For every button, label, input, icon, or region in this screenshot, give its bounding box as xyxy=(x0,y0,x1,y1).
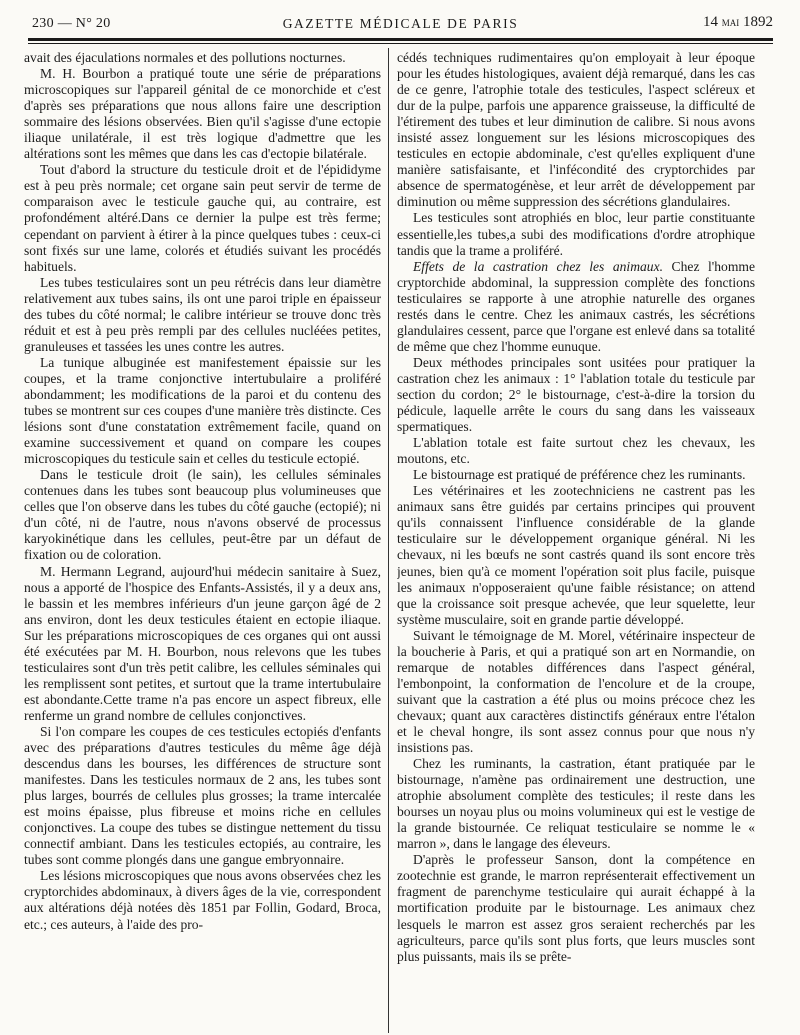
page-number: 230 — N° 20 xyxy=(32,16,111,31)
paragraph: M. Hermann Legrand, aujourd'hui médecin sanitaire à Suez, nous a apporté de l'hospice des Enfants-Assistés, il y a deux ans, le bassin et les membres inférieurs d'un jeune garçon âgé de 2 ans environ, dont les deux testicules étaient en ectopie iliaque. Sur les préparations microscopiques de ces organes qui ont aussi été exécutées par M. H. Bourbon, nous relevons que les tubes testiculaires sont d'un très petit calibre, les cellules séminales qui les remplissent sont petites, et surtout que la trame intertubulaire est abondante.Cette trame n'a pas encore un aspect fibreux, elle renferme un grand nombre de cellules conjonctives. xyxy=(24,563,381,723)
issue-date xyxy=(703,14,773,31)
paragraph: cédés techniques rudimentaires qu'on employait à leur époque pour les études histologiques, avaient déjà remarqué, dans les cas de ce genre, l'atrophie totale des testicules, l'aspect scléreux et dur de la pulpe, parfois une apparence graisseuse, la difficulté de l'étirement des tubes et leur diminution de calibre. Si nous avons insisté assez longuement sur les lésions microscopiques des testicules en ectopie abdominale, c'est qu'elles expliquent d'une manière satisfaisante, et l'infécondité des cryptorchides par absence de spermatogénèse, et leur arrêt de développement par diminution ou même suppression des sécrétions glandulaires. xyxy=(397,50,755,210)
page-header xyxy=(28,14,773,36)
paragraph: Chez les ruminants, la castration, étant pratiquée par le bistournage, n'amène pas ordinairement une destruction, une atrophie absolument complète des testicules; il reste dans les bourses un noyau plus ou moins volumineux qui est le vestige de la grande bistournée. Ce reliquat testiculaire se nomme le « marron », dans le langage des éleveurs. xyxy=(397,756,755,852)
header-rule-thin xyxy=(28,43,773,44)
paragraph: Les vétérinaires et les zootechniciens ne castrent pas les animaux sans être guidés par certains principes qui prouvent qu'ils connaissent l'influence considérable de la glande testiculaire sur le développement organique général. Ni les chevaux, ni les bœufs ne sont castrés quand ils sont encore très jeunes, bien qu'à ce moment l'opération soit plus facile, puisque les animaux n'opposeraient qu'une faible résistance; on attend que la croissance soit presque achevée, que leur squelette, leur système musculaire, soit en grande partie développé. xyxy=(397,483,755,627)
left-column xyxy=(24,50,381,1035)
paragraph: M. H. Bourbon a pratiqué toute une série de préparations microscopiques sur l'appareil génital de ce monorchide et c'est d'après ses préparations que nous allons faire une description sommaire des lésions observées. Bien qu'il s'agisse d'une ectopie iliaque unilatérale, il est très logique d'admettre que les altérations sont les mêmes que dans les cas d'ectopie bilatérale. xyxy=(24,66,381,162)
paragraph: Les testicules sont atrophiés en bloc, leur partie constituante essentielle,les tubes,a subi des modifications d'ordre atrophique tandis que la trame a proliféré. xyxy=(397,210,755,258)
section-paragraph xyxy=(397,259,755,355)
paragraph: Suivant le témoignage de M. Morel, vétérinaire inspecteur de la boucherie à Paris, et qui a pratiqué son art en Normandie, on remarque de notables différences dans l'aspect général, l'embonpoint, la conformation de l'encolure et de la croupe, suivant que la castration a été plus ou moins précoce chez les chevaux; quant aux caractères distinctifs généraux entre l'étalon et le cheval hongre, ils sont assez connus pour que nous n'y insistions pas. xyxy=(397,627,755,756)
paragraph: D'après le professeur Sanson, dont la compétence en zootechnie est grande, le marron représenterait effectivement un fragment de parenchyme testiculaire qui aurait échappé à la mortification produite par le bistournage. Les animaux chez lesquels le marron est assez gros seraient recherchés par les agriculteurs, parce qu'ils sont plus forts, que leurs muscles sont plus puissants, mais ils se prête- xyxy=(397,852,755,964)
paragraph: La tunique albuginée est manifestement épaissie sur les coupes, et la trame conjonctive intertubulaire a proliféré abondamment; les modifications de la paroi et du contenu des tubes se montrent sur ces coupes d'une manière très distincte. Ces lésions sont d'une constatation extrêmement facile, quand on examine successivement et quand on compare les coupes microscopiques du testicule sain et celles du testicule ectopié. xyxy=(24,354,381,467)
right-column xyxy=(397,50,755,1035)
section-heading: Effets de la castration chez les animaux. xyxy=(413,258,664,274)
paragraph: Les tubes testiculaires sont un peu rétrécis dans leur diamètre relativement aux tubes sains, ils ont une paroi triple en épaisseur des tubes du côté normal; le calibre intérieur se trouve donc très réduit et est à peu près rempli par des cellules nucléées petites, granuleuses et tassées les unes contre les autres. xyxy=(24,274,381,354)
paragraph: avait des éjaculations normales et des pollutions nocturnes. xyxy=(24,50,346,65)
paragraph: Les lésions microscopiques que nous avons observées chez les cryptorchides abdominaux, à divers âges de la vie, correspondent aux altérations déjà notées dès 1851 par Follin, Godard, Broca, etc.; ces auteurs, à l'aide des pro- xyxy=(24,868,381,932)
journal-title: GAZETTE MÉDICALE DE PARIS xyxy=(282,16,519,31)
paragraph: Le bistournage est pratiqué de préférence chez les ruminants. xyxy=(413,467,746,483)
paragraph: Dans le testicule droit (le sain), les cellules séminales contenues dans les tubes sont beaucoup plus volumineuses que celles que l'on observe dans les tubes du côté gauche (ectopié); ni d'un côté, ni de l'autre, nous n'avons observé de processus karyokinétique dans les cellules, peut-être par un défaut de fixation ou de coloration. xyxy=(24,467,381,563)
column-divider xyxy=(388,48,389,1033)
header-rule-thick xyxy=(28,38,773,41)
paragraph: L'ablation totale est faite surtout chez les chevaux, les moutons, etc. xyxy=(397,435,755,467)
paragraph: Tout d'abord la structure du testicule droit et de l'épididyme est à peu près normale; cet organe sain peut servir de terme de comparaison avec le testicule gauche qui, au contraire, est profondément altéré.Dans ce dernier la pulpe est très ferme; cependant on parvient à étirer à la pince quelques tubes : ceux-ci sont fixés sur une lame, colorés et étudiés suivant les procédés habituels. xyxy=(24,162,381,274)
date-day: 14 xyxy=(703,14,718,30)
date-month: mai xyxy=(721,14,740,29)
paragraph: Deux méthodes principales sont usitées pour pratiquer la castration chez les animaux : 1° l'ablation totale du testicule par section du cordon; 2° le bistournage, c'est-à-dire la torsion du pédicule, laquelle arrête le cours du sang dans les vaisseaux spermatiques. xyxy=(397,354,755,435)
paragraph: Si l'on compare les coupes de ces testicules ectopiés d'enfants avec des préparations d'autres testicules du même âge déjà descendus dans les bourses, les différences de structure sont manifestes. Dans les testicules normaux de 2 ans, les tubes sont plus larges, bourrés de cellules plus grosses; la trame intercalée est moins épaisse, plus fibreuse et moins riche en cellules conjonctives. La coupe des tubes se distingue nettement du tissu connectif ambiant. Dans les testicules ectopiés, au contraire, les tubes sont comme plongés dans une gangue embryonnaire. xyxy=(24,723,381,868)
date-year: 1892 xyxy=(743,14,773,30)
section-text: Chez l'homme cryptorchide abdominal, la suppression complète des fonctions testiculaires se rapporte à une atrophie naturelle des organes restés dans le centre. Chez les animaux castrés, les sécrétions glandulaires cessent, parce que l'organe est enlevé dans sa totalité de même que chez l'homme eunuque. xyxy=(397,258,755,354)
